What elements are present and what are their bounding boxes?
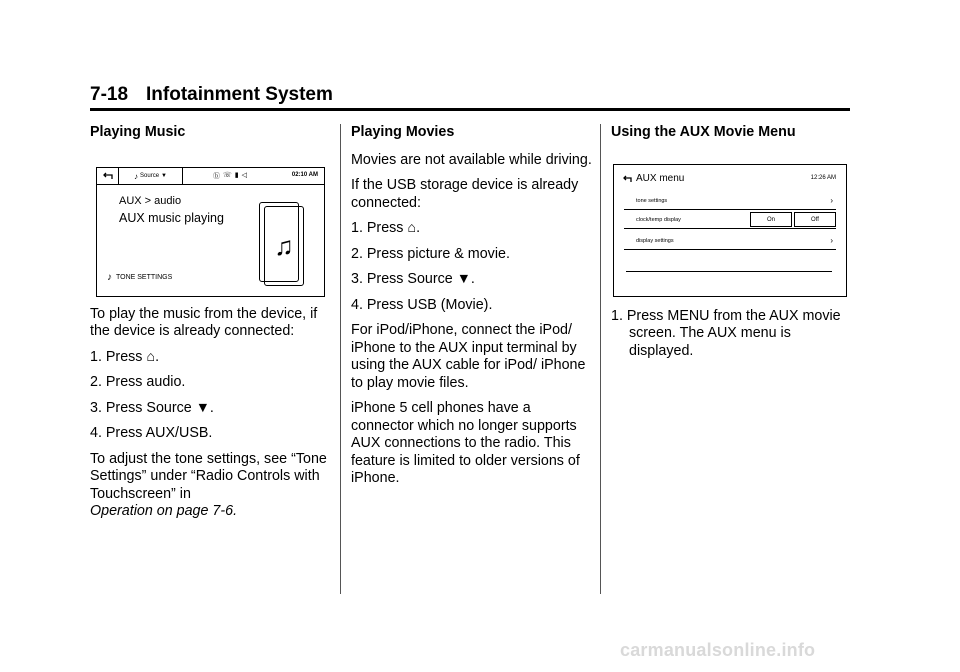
status-bar [97,168,324,185]
movie-step-4: 4. Press USB (Movie). [351,296,493,313]
music-note-icon: ♪ [134,171,139,181]
movies-note: Movies are not available while driving. [351,151,592,168]
usb-connected-text: If the USB storage device is already connected: [351,177,579,211]
mute-icon: ◁ [241,172,248,179]
step-4: 4. Press AUX/USB. [90,425,213,441]
tone-settings-button[interactable]: ♪ TONE SETTINGS [107,272,173,283]
movie-step-3: 3. Press Source ▼. [351,271,475,287]
movie-step-1: 1. Press ⌂. [351,220,421,236]
bluetooth-icon: ⓑ [213,173,220,180]
back-arrow-icon[interactable] [622,175,632,183]
step-2: 2. Press audio. [90,374,186,390]
chevron-right-icon: › [830,236,833,245]
heading-aux-movie-menu: Using the AUX Movie Menu [611,124,796,140]
album-art [264,206,304,286]
source-button[interactable]: ♪ Source ▼ [119,168,183,184]
aux-status-label: AUX music playing [119,211,224,225]
step-3: 3. Press Source ▼. [90,399,214,416]
chevron-right-icon: › [830,196,833,205]
heading-playing-music: Playing Music [90,124,186,140]
menu-divider [626,271,832,272]
column-playing-movies [351,124,596,496]
column-divider [340,124,341,594]
clock: 12:26 AM [810,175,836,181]
step-1: 1. Press ⌂. [90,348,160,365]
iphone5-text: iPhone 5 cell phones have a connector which no longer supports AUX connections to the radio. This feature is limited to older versions of iPhone. [351,400,580,486]
watermark: carmanualsonline.info [620,640,816,660]
column-divider [600,124,601,594]
down-triangle-icon: ▼ [161,173,167,179]
off-button[interactable]: Off [794,212,836,227]
back-arrow-icon[interactable] [97,168,119,184]
music-note-icon: ♫ [274,230,294,261]
note-link[interactable]: Operation on page 7-6. [90,503,238,519]
section-title: Infotainment System [146,84,333,105]
aux-menu-screen [613,164,847,297]
aux-menu-header: AUX menu [622,173,684,184]
clock: 02:10 AM [291,172,318,178]
movie-step-2: 2. Press picture & movie. [351,245,510,262]
menu-row-clock-temp: clock/temp display On Off [624,211,836,229]
page-number: 7-18 [90,84,129,105]
down-triangle-icon: ▼ [195,399,210,416]
status-icons [213,171,247,181]
aux-path-label: AUX > audio [119,195,182,207]
page-header [90,80,850,111]
aux-step-1: 1. Press MENU from the AUX movie screen. The AUX menu is displayed. [611,307,841,359]
phone-icon: ☏ [223,172,232,179]
down-triangle-icon: ▼ [456,271,471,287]
menu-row-tone-settings[interactable]: tone settings › [624,192,836,210]
heading-playing-movies: Playing Movies [351,124,455,140]
note-text: To adjust the tone settings, see “Tone Settings” under “Radio Controls with Touchscreen” in Operation on page 7-6. [90,450,327,519]
ipod-text: For iPod/iPhone, connect the iPod/ iPhone to the AUX input terminal by using the AUX cable for iPod/ iPhone to play movie files. [351,322,586,391]
menu-row-display-settings[interactable]: display settings › [624,232,836,250]
signal-icon: ▮ [234,172,239,179]
intro-text: To play the music from the device, if the device is already connected: [90,305,318,339]
aux-audio-screen [96,167,325,297]
home-icon: ⌂ [407,220,417,236]
on-button[interactable]: On [750,212,792,227]
tone-icon: ♪ [107,272,112,283]
home-icon: ⌂ [146,348,156,365]
